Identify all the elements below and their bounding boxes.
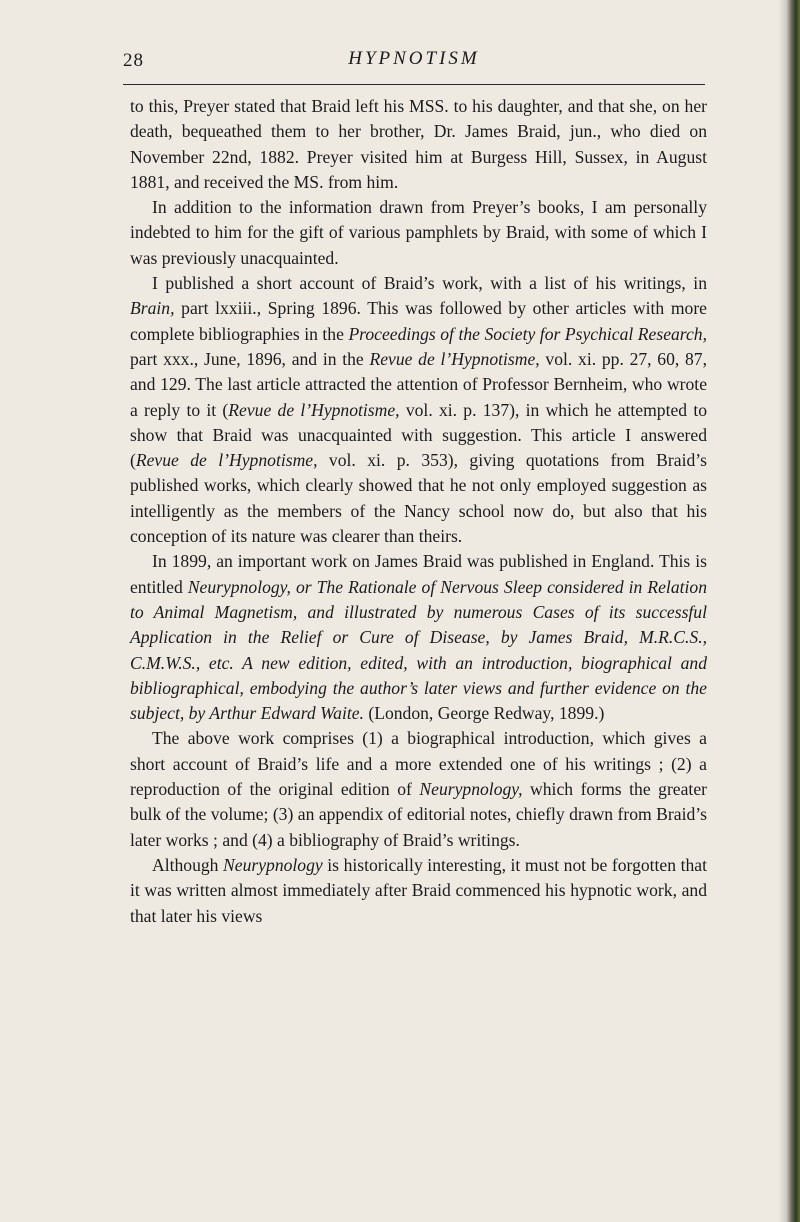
italic-segment: Revue de l’Hypnotisme, xyxy=(228,399,400,420)
italic-segment: Neurypnology, or The Rationale of Nervous Sleep considered in Relation to Animal Magnetism, and illustrated by numerous Cases of its successful Application in the Relief or Cure of Disease, by James Braid, M.R.C.S., C.M.W.S., etc. A new edition, edited, with an introduction, biographical and bibliographical, embodying the author’s later views and further evidence on the subject, by Arthur Edward Waite. xyxy=(130,576,707,724)
paragraph-6 xyxy=(130,853,707,929)
italic-segment: Brain, xyxy=(130,298,175,319)
running-title: HYPNOTISM xyxy=(348,48,480,69)
text-segment: vol. xi. p. 137), in which he attempted to show that Braid was unacquainted with suggestion. This article I answered ( xyxy=(130,399,708,471)
binding-shadow xyxy=(778,0,786,1222)
page-binding-edge xyxy=(786,0,800,1222)
text-segment: to this, Preyer stated that Braid left his MSS. to his daughter, and that she, on her death, bequeathed them to her brother, Dr. James Braid, jun., who died on November 22nd, 1882. Preyer visited him at Burgess Hill, Sussex, in August 1881, and received the MS. from him. xyxy=(130,96,707,192)
italic-segment: Revue de l’Hypnotisme, xyxy=(135,450,318,471)
text-segment: I published a short account of Braid’s work, with a list of his writings, in xyxy=(152,273,707,294)
paragraph-5 xyxy=(130,726,707,852)
text-segment: part lxxiii., Spring 1896. This was followed by other articles with more complete bibliographies in the xyxy=(130,298,707,344)
text-segment: vol. xi. p. 353), giving quotations from Braid’s published works, which clearly showed that he not only employed suggestion as intelligently as the members of the Nancy school now do, but also that his conception of its nature was clearer than theirs. xyxy=(130,450,707,547)
italic-segment: Neurypnology, xyxy=(419,779,523,800)
paragraph-4 xyxy=(130,549,707,726)
italic-segment: Neurypnology xyxy=(223,854,323,875)
text-segment: part xxx., June, 1896, and in the xyxy=(130,348,370,369)
text-segment: In addition to the information drawn from Preyer’s books, I am personally indebted to him for the gift of various pamphlets by Braid, with some of which I was previously unacquainted. xyxy=(130,197,707,268)
page-number: 28 xyxy=(123,50,144,71)
text-segment: which forms the greater bulk of the volume; (3) an appendix of editorial notes, chiefly drawn from Braid’s later works ; and (4) a bibliography of Braid’s writings. xyxy=(130,779,707,850)
body-text xyxy=(130,94,707,929)
paragraph-2 xyxy=(130,195,707,271)
italic-segment: Proceedings of the Society for Psychical Research, xyxy=(348,323,707,344)
text-segment: In 1899, an important work on James Braid was published in England. This is entitled xyxy=(130,551,707,597)
page-header xyxy=(123,40,705,80)
italic-segment: Revue de l’Hypnotisme, xyxy=(369,348,540,369)
paragraph-3 xyxy=(130,271,707,549)
text-segment: vol. xi. pp. 27, 60, 87, and 129. The last article attracted the attention of Professor Bernheim, who wrote a reply to it ( xyxy=(130,348,708,420)
text-segment: (London, George Redway, 1899.) xyxy=(363,703,605,724)
text-segment: The above work comprises (1) a biographical introduction, which gives a short account of Braid’s life and a more extended one of his writings ; (2) a reproduction of the original edition of xyxy=(130,728,707,800)
text-segment: is historically interesting, it must not be forgotten that it was written almost immediately after Braid commenced his hypnotic work, and that later his views xyxy=(130,854,707,926)
paragraph-1 xyxy=(130,94,707,195)
text-segment: Although xyxy=(152,854,224,875)
header-rule xyxy=(123,84,705,85)
